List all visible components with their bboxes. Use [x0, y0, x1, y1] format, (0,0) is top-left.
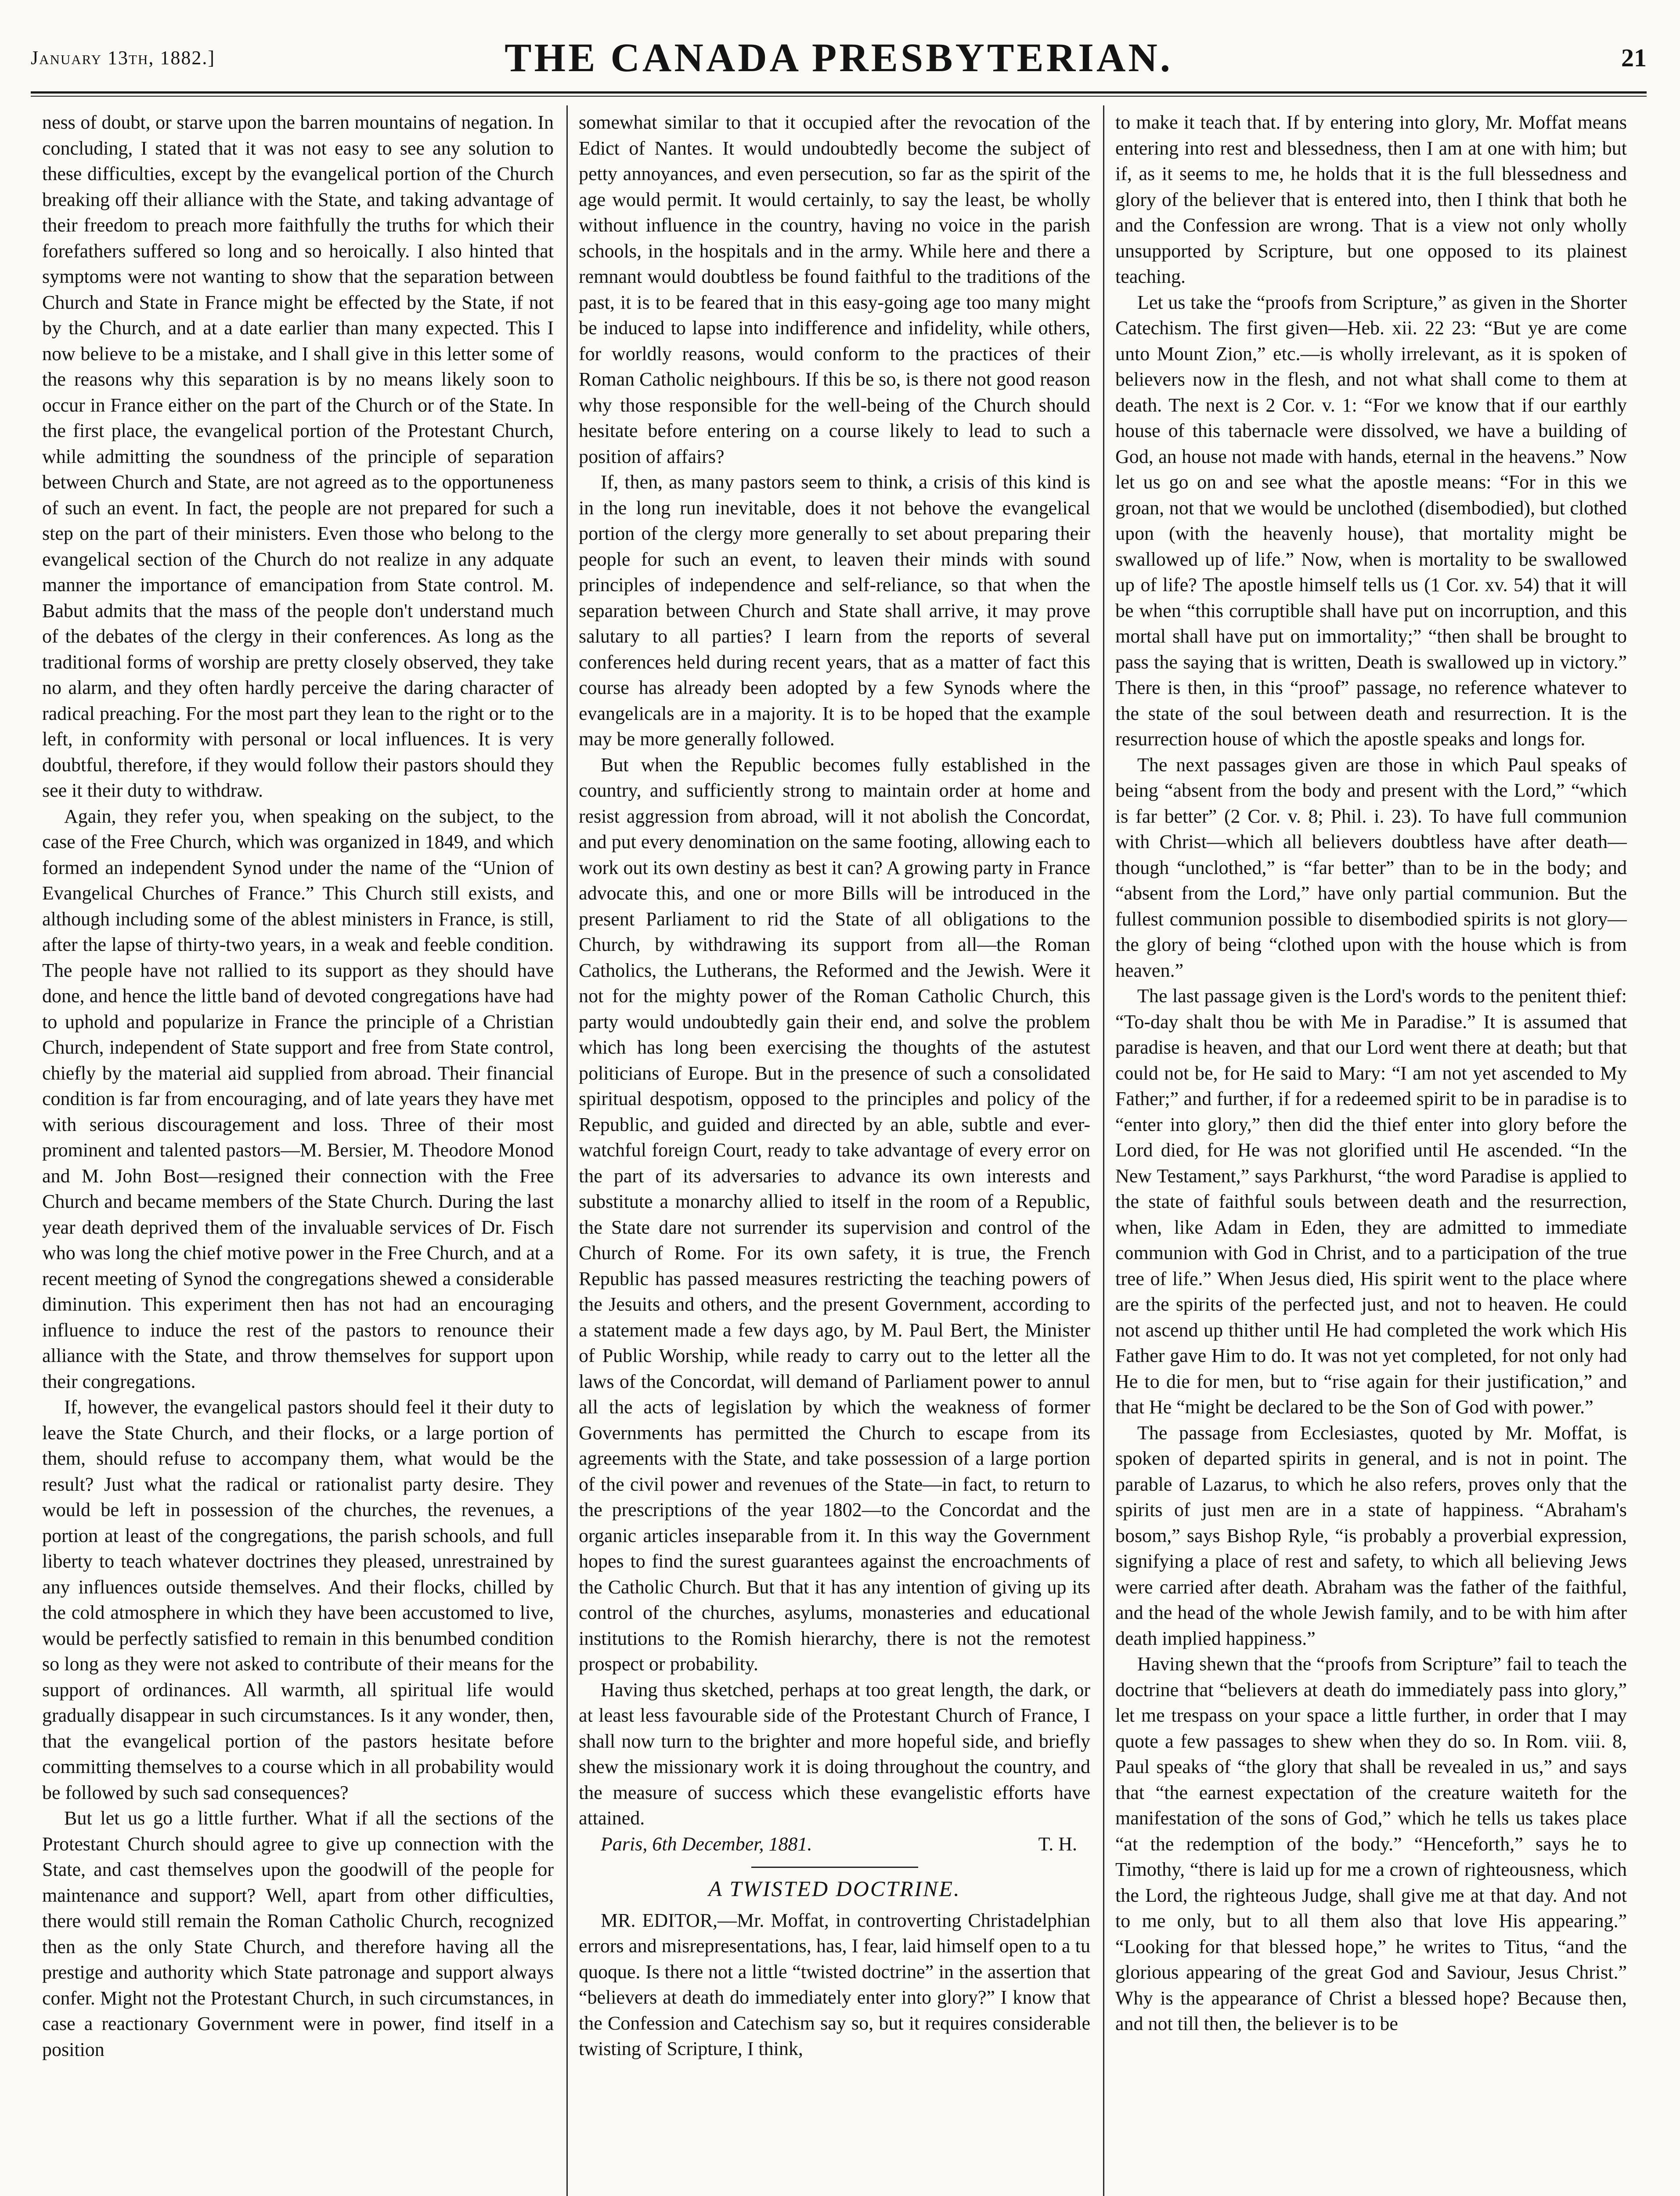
column-3: [1115, 110, 1627, 2196]
paragraph: But when the Republic becomes fully established in the country, and sufficiently strong to maintain order at home and resist aggression from abroad, will it not abolish the Concordat, and put every denomination on the same footing, allowing each to work out its own destiny as best it can? A growing party in France advocate this, and one or more Bills will be introduced in the present Parliament to rid the State of all obligations to the Church, by withdrawing its support from all—the Roman Catholics, the Lutherans, the Reformed and the Jewish. Were it not for the mighty power of the Roman Catholic Church, this party would undoubtedly gain their end, and solve the problem which has long been exercising the thoughts of the astutest politicians of Europe. But in the presence of such a consolidated spiritual despotism, opposed to the principles and policy of the Republic, and guided and directed by an able, subtle and ever-watchful foreign Court, ready to take advantage of every error on the part of its adversaries to advance its own interests and substitute a monarchy allied to itself in the room of a Republic, the State dare not surrender its supervision and control of the Church of Rome. For its own safety, it is true, the French Republic has passed measures restricting the teaching powers of the Jesuits and others, and the present Government, according to a statement made a few days ago, by M. Paul Bert, the Minister of Public Worship, while ready to carry out to the letter all the laws of the Concordat, will demand of Parliament power to annul all the acts of legislation by which the weakness of former Governments has permitted the Church to escape from its agreements with the State, and take possession of a large portion of the civil power and revenues of the State—in fact, to return to the prescriptions of the year 1802—to the Concordat and the organic articles inseparable from it. In this way the Government hopes to find the surest guarantees against the encroachments of the Catholic Church. But that it has any intention of giving up its control of the churches, asylums, monasteries and educational institutions to the Romish hierarchy, there is not the remotest prospect or probability.: [579, 754, 1090, 1675]
masthead-rule-thin: [31, 96, 1647, 97]
column-1: [42, 110, 554, 2196]
issue-date: January 13th, 1882.]: [31, 47, 216, 69]
column-divider-1: [566, 105, 568, 2196]
newspaper-title: THE CANADA PRESBYTERIAN.: [505, 35, 1173, 80]
masthead-rule: [31, 91, 1647, 94]
paragraph: The last passage given is the Lord's words to the penitent thief: “To-day shalt thou be with Me in Paradise.” It is assumed that paradise is heaven, and that our Lord went there at death; but that could not be, for He said to Mary: “I am not yet ascended to My Father;” and further, if for a redeemed spirit to be in paradise is to “enter into glory,” then did the thief enter into glory before the Lord died, for He was not glorified until He ascended. “In the New Testament,” says Parkhurst, “the word Paradise is applied to the state of faithful souls between death and the resurrection, when, like Adam in Eden, they are admitted to immediate communion with God in Christ, and to a participation of the true tree of life.” When Jesus died, His spirit went to the place where are the spirits of the perfected just, and not to heaven. He could not ascend up thither until He had completed the work which His Father gave Him to do. It was not yet completed, for not only had He to die for men, but to “rise again for their justification,” and that He “might be declared to be the Son of God with power.”: [1115, 985, 1627, 1418]
paragraph: to make it teach that. If by entering into glory, Mr. Moffat means entering into rest and blessedness, then I am at one with him; but if, as it seems to me, he holds that it is the full blessedness and glory of the believer that is entered into, then I think that both he and the Confession are wrong. That is a view not only wholly unsupported by Scripture, but one opposed to its plainest teaching.: [1115, 112, 1627, 287]
paragraph: ness of doubt, or starve upon the barren mountains of negation. In concluding, I stated that it was not easy to see any solution to these difficulties, except by the evangelical portion of the Church breaking off their alliance with the State, and taking advantage of their freedom to preach more faithfully the truths for which their forefathers suffered so long and so heroically. I also hinted that symptoms were not wanting to show that the separation between Church and State in France might be effected by the State, if not by the Church, and at a date earlier than many expected. This I now believe to be a mistake, and I shall give in this letter some of the reasons why this separation is by no means likely soon to occur in France either on the part of the Church or of the State. In the first place, the evangelical portion of the Protestant Church, while admitting the soundness of the principle of separation between Church and State, are not agreed as to the opportuneness of such an event. In fact, the people are not prepared for such a step on the part of their ministers. Even those who belong to the evangelical section of the Church do not realize in any adquate manner the importance of emancipation from State control. M. Babut admits that the mass of the people don't understand much of the debates of the clergy in their conferences. As long as the traditional forms of worship are pretty closely observed, they take no alarm, and they often hardly perceive the daring character of radical preaching. For the most part they lean to the right or to the left, in conformity with personal or local influences. It is very doubtful, therefore, if they would follow their pastors should they see it their duty to withdraw.: [42, 112, 554, 801]
masthead: [31, 34, 1647, 109]
article-heading: A TWISTED DOCTRINE.: [708, 1876, 961, 1901]
paragraph: Having shewn that the “proofs from Scripture” fail to teach the doctrine that “believers at death do immediately pass into glory,” let me trespass on your space a little further, in order that I may quote a few passages to shew when they do so. In Rom. viii. 8, Paul speaks of “the glory that shall be revealed in us,” and says that “the earnest expectation of the creature waiteth for the manifestation of the sons of God,” which he tells us takes place “at the redemption of the body.” “Henceforth,” says he to Timothy, “there is laid up for me a crown of righteousness, which the Lord, the righteous Judge, shall give me at that day. And not to me only, but to all them also that love His appearing.” “Looking for that blessed hope,” he writes to Titus, “and the glorious appearing of the great God and Saviour, Jesus Christ.” Why is the appearance of Christ a blessed hope? Because then, and not till then, the believer is to be: [1115, 1653, 1627, 2034]
paragraph: If, then, as many pastors seem to think, a crisis of this kind is in the long run inevitable, does it not behove the evangelical portion of the clergy more generally to set about preparing their people for such an event, to leaven their minds with sound principles of independence and self-reliance, so that when the separation between Church and State shall arrive, it may prove salutary to all parties? I learn from the reports of several conferences held during recent years, that as a matter of fact this course has already been adopted by a few Synods where the evangelicals are in a majority. It is to be hoped that the example may be more generally followed.: [579, 471, 1090, 750]
paragraph: Let us take the “proofs from Scripture,” as given in the Shorter Catechism. The first given—Heb. xii. 22 23: “But ye are come unto Mount Zion,” etc.—is wholly irrelevant, as it is spoken of believers now in the flesh, and not what shall come to them at death. The next is 2 Cor. v. 1: “For we know that if our earthly house of this tabernacle were dissolved, we have a building of God, an house not made with hands, eternal in the heavens.” Now let us go on and see what the apostle means: “For in this we groan, not that we would be unclothed (disembodied), but clothed upon (with the heavenly house), that mortality might be swallowed up of life.” Now, when is mortality to be swallowed up of life? The apostle himself tells us (1 Cor. xv. 54) that it will be when “this corruptible shall have put on incorruption, and this mortal shall have put on immortality;” “then shall be brought to pass the saying that is written, Death is swallowed up in victory.” There is then, in this “proof” passage, no reference whatever to the state of the soul between death and resurrection. It is the resurrection house of which the apostle speaks and longs for.: [1115, 291, 1627, 750]
signature-initials: T. H.: [1038, 1833, 1077, 1855]
letter-signature: [579, 1831, 1090, 1857]
paragraph: somewhat similar to that it occupied after the revocation of the Edict of Nantes. It would undoubtedly become the subject of petty annoyances, and even persecution, so far as the spirit of the age would permit. It would certainly, to say the least, be wholly without influence in the country, having no voice in the parish schools, in the hospitals and in the army. While here and there a remnant would doubtless be found faithful to the traditions of the past, it is to be feared that in this easy-going age too many might be induced to lapse into indifference and infidelity, while others, for worldly reasons, would conform to the practices of their Roman Catholic neighbours. If this be so, is there not good reason why those responsible for the well-being of the Church should hesitate before entering on a course likely to lead to such a position of affairs?: [579, 112, 1090, 467]
paragraph: The next passages given are those in which Paul speaks of being “absent from the body and present with the Lord,” “which is far better” (2 Cor. v. 8; Phil. i. 23). To have full communion with Christ—which all believers doubtless have after death—though “unclothed,” is “far better” than to be in the body; and “absent from the Lord,” have only partial communion. But the fullest communion possible to disembodied spirits is not glory—the glory of being “clothed upon with the house which is from heaven.”: [1115, 754, 1627, 981]
column-2: [579, 110, 1090, 2196]
paragraph: Having thus sketched, perhaps at too great length, the dark, or at least less favourable side of the Protestant Church of France, I shall now turn to the brighter and more hopeful side, and briefly shew the missionary work it is doing throughout the country, and the measure of success which these evangelistic efforts have attained.: [579, 1679, 1090, 1829]
paragraph: Again, they refer you, when speaking on the subject, to the case of the Free Church, which was organized in 1849, and which formed an independent Synod under the name of the “Union of Evangelical Churches of France.” This Church still exists, and although including some of the ablest ministers in France, is still, after the lapse of thirty-two years, in a weak and feeble condition. The people have not rallied to its support as they should have done, and hence the little band of devoted congregations have had to uphold and popularize in France the principle of a Christian Church, independent of State support and free from State control, chiefly by the material aid supplied from abroad. Their financial condition is far from encouraging, and of late years they have met with serious discouragement and loss. Three of their most prominent and talented pastors—M. Bersier, M. Theodore Monod and M. John Bost—resigned their connection with the Free Church and became members of the State Church. During the last year death deprived them of the invaluable services of Dr. Fisch who was long the chief motive power in the Free Church, and at a recent meeting of Synod the congregations shewed a considerable diminution. This experiment then has not had an encouraging influence to induce the rest of the pastors to renounce their alliance with the State, and throw themselves for support upon their congregations.: [42, 805, 554, 1392]
paragraph: MR. EDITOR,—Mr. Moffat, in controverting Christadelphian errors and misrepresentations, has, I fear, laid himself open to a tu quoque. Is there not a little “twisted doctrine” in the assertion that “believers at death do immediately enter into glory?” I know that the Confession and Catechism say so, but it requires considerable twisting of Scripture, I think,: [579, 1909, 1090, 2059]
paragraph: But let us go a little further. What if all the sections of the Protestant Church should agree to give up connection with the State, and cast themselves upon the goodwill of the people for maintenance and support? Well, apart from other difficulties, there would still remain the Roman Catholic Church, recognized then as the only State Church, and therefore having all the prestige and authority which State patronage and support always confer. Might not the Protestant Church, in such circumstances, in case a reactionary Government were in power, find itself in a position: [42, 1807, 554, 2060]
paragraph: If, however, the evangelical pastors should feel it their duty to leave the State Church, and their flocks, or a large portion of them, should refuse to accompany them, what would be the result? Just what the radical or rationalist party desire. They would be left in possession of the churches, the revenues, a portion at least of the congregations, the parish schools, and full liberty to teach whatever doctrines they pleased, unrestrained by any influences outside themselves. And their flocks, chilled by the cold atmosphere in which they have been accustomed to live, would be perfectly satisfied to remain in this benumbed condition so long as they were not asked to contribute of their means for the support of ordinances. All warmth, all spiritual life would gradually disappear in such circumstances. Is it any wonder, then, that the evangelical portion of the pastors hesitate before committing themselves to a course which in all probability would be followed by such sad consequences?: [42, 1396, 554, 1803]
paragraph: The passage from Ecclesiastes, quoted by Mr. Moffat, is spoken of departed spirits in general, and is not in point. The parable of Lazarus, to which he also refers, proves only that the spirits of just men are in a state of happiness. “Abraham's bosom,” says Bishop Ryle, “is probably a proverbial expression, signifying a place of rest and safety, to which all believing Jews were carried after death. Abraham was the father of the faithful, and the head of the whole Jewish family, and to be with him after death implied happiness.”: [1115, 1422, 1627, 1649]
signature-place-date: Paris, 6th December, 1881.: [601, 1833, 812, 1855]
page-number: 21: [1621, 43, 1647, 72]
section-divider: [751, 1867, 918, 1868]
column-divider-2: [1103, 105, 1104, 2196]
